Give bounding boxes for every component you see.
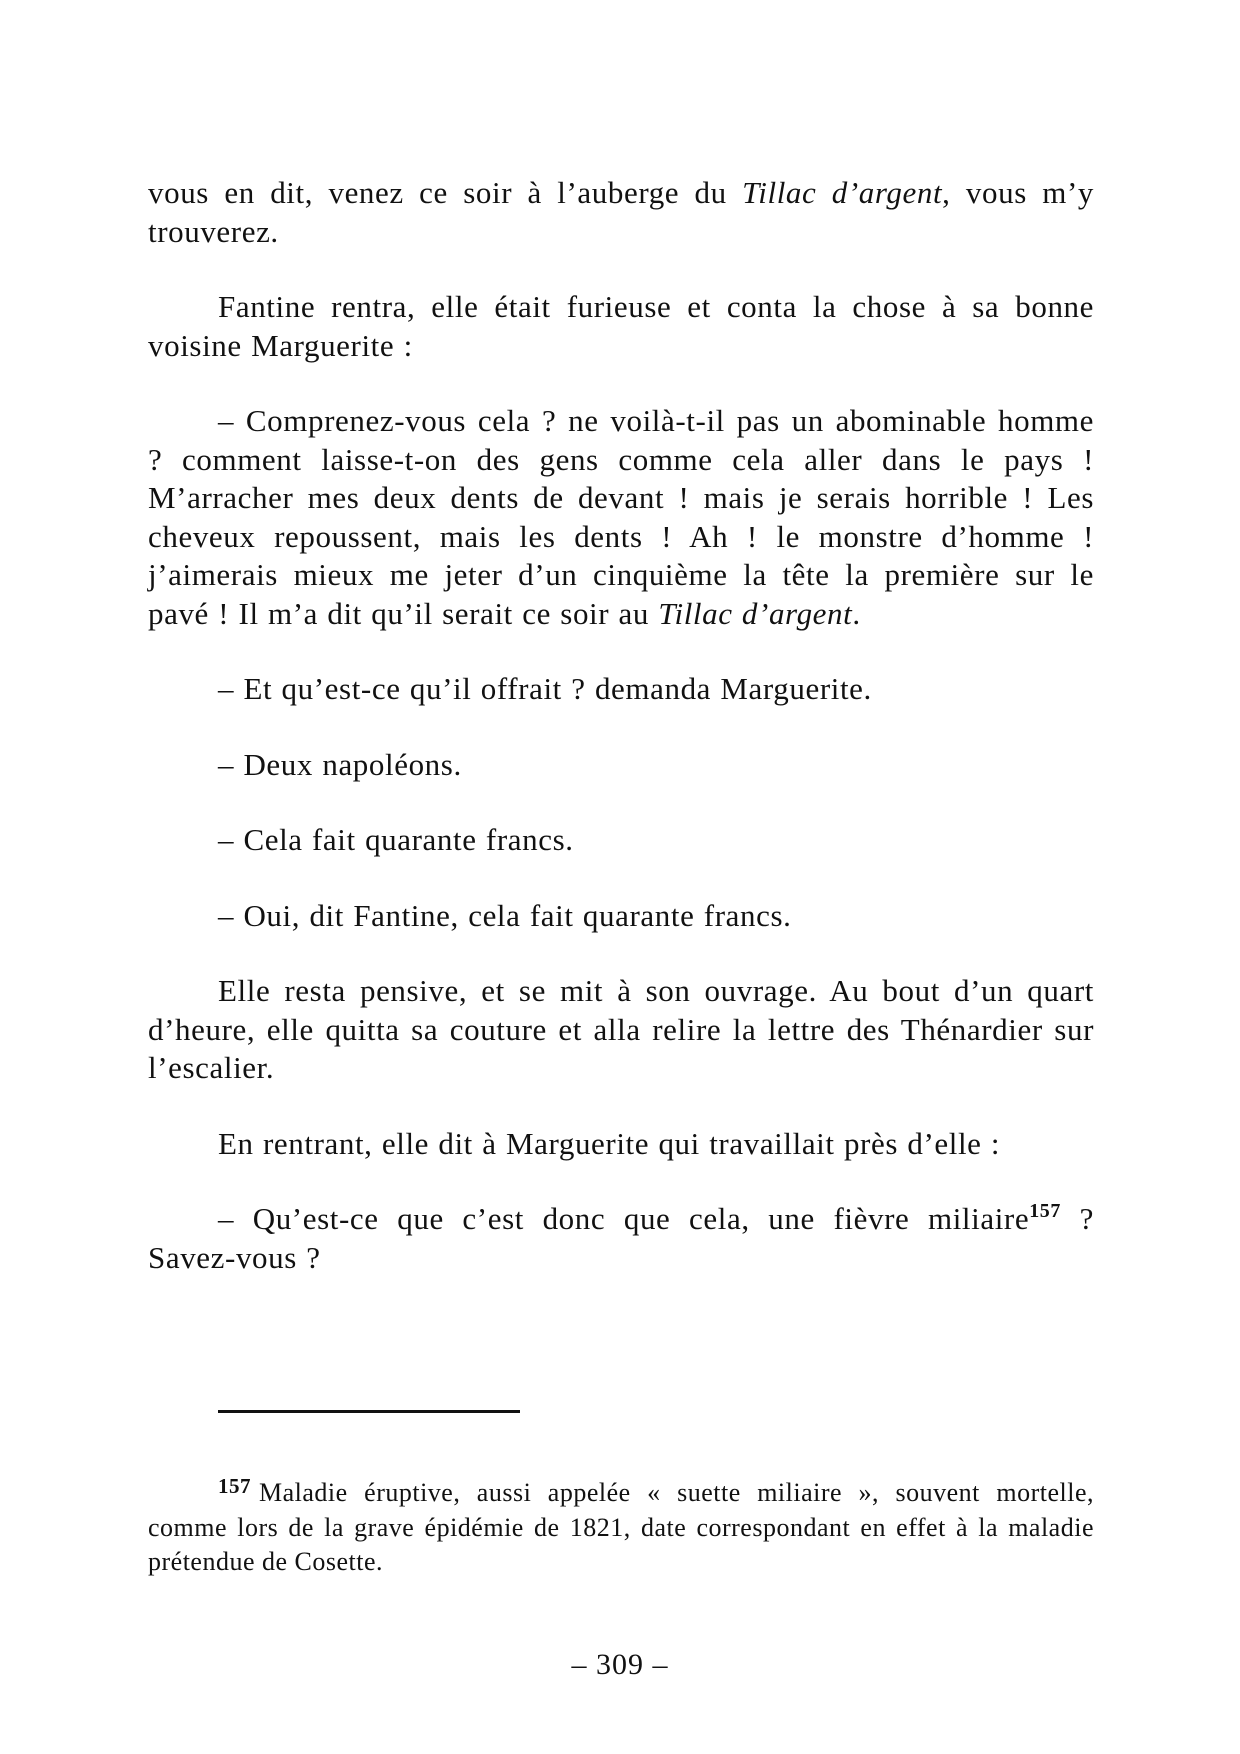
- paragraph-10: [148, 1200, 1094, 1277]
- footnote: [148, 1476, 1094, 1579]
- paragraph-9: En rentrant, elle dit à Marguerite qui travaillait près d’elle :: [218, 1125, 1001, 1161]
- paragraph-1-text-before: vous en dit, venez ce soir à l’auberge du: [148, 175, 743, 210]
- paragraph-7: – Oui, dit Fantine, cela fait quarante francs.: [218, 897, 792, 933]
- paragraph-3-text-before: – Comprenez-vous cela ? ne voilà-t-il pas un abominable homme ? comment laisse-t-on des gens comme cela aller dans le pays ! M’arracher mes deux dents de devant ! mais je serais horrible ! Les cheveux repoussent, mais les dents ! Ah ! le monstre d’homme ! j’aimerais mieux me jeter d’un cinquième la tête la première sur le pavé ! Il m’a dit qu’il serait ce soir au: [148, 403, 1094, 631]
- paragraph-10-text-after: ? Savez-vous ?: [148, 1201, 1094, 1275]
- paragraph-3: [148, 402, 1094, 633]
- inn-name-italic: Tillac d’argent: [658, 595, 853, 631]
- paragraph-1: [148, 174, 1094, 251]
- inn-name-italic: Tillac d’argent: [742, 175, 943, 210]
- page-number: – 309 –: [571, 1648, 669, 1681]
- footnote-separator: [218, 1410, 520, 1413]
- paragraph-10-text-before: – Qu’est-ce que c’est donc que cela, une fièvre miliaire: [218, 1201, 1030, 1236]
- paragraph-2: Fantine rentra, elle était furieuse et conta la chose à sa bonne voisine Marguerite :: [148, 289, 1094, 363]
- paragraph-4: – Et qu’est-ce qu’il offrait ? demanda Marguerite.: [218, 671, 872, 706]
- footnote-text: Maladie éruptive, aussi appelée « suette miliaire », souvent mortelle, comme lors de la grave épidémie de 1821, date correspondant en effet à la maladie prétendue de Cosette.: [148, 1478, 1094, 1576]
- page-body: [148, 174, 1094, 1314]
- paragraph-5: – Deux napoléons.: [218, 746, 462, 782]
- paragraph-1-text-after: , vous m’y trouverez.: [148, 175, 1094, 249]
- paragraph-6: – Cela fait quarante francs.: [218, 822, 574, 857]
- footnote-reference[interactable]: 157: [1029, 1200, 1062, 1222]
- paragraph-3-text-after: .: [852, 595, 861, 631]
- paragraph-8: Elle resta pensive, et se mit à son ouvrage. Au bout d’un quart d’heure, elle quitta sa couture et alla relire la lettre des Thénardier sur l’escalier.: [148, 973, 1094, 1085]
- footnote-number: 157: [218, 1474, 251, 1498]
